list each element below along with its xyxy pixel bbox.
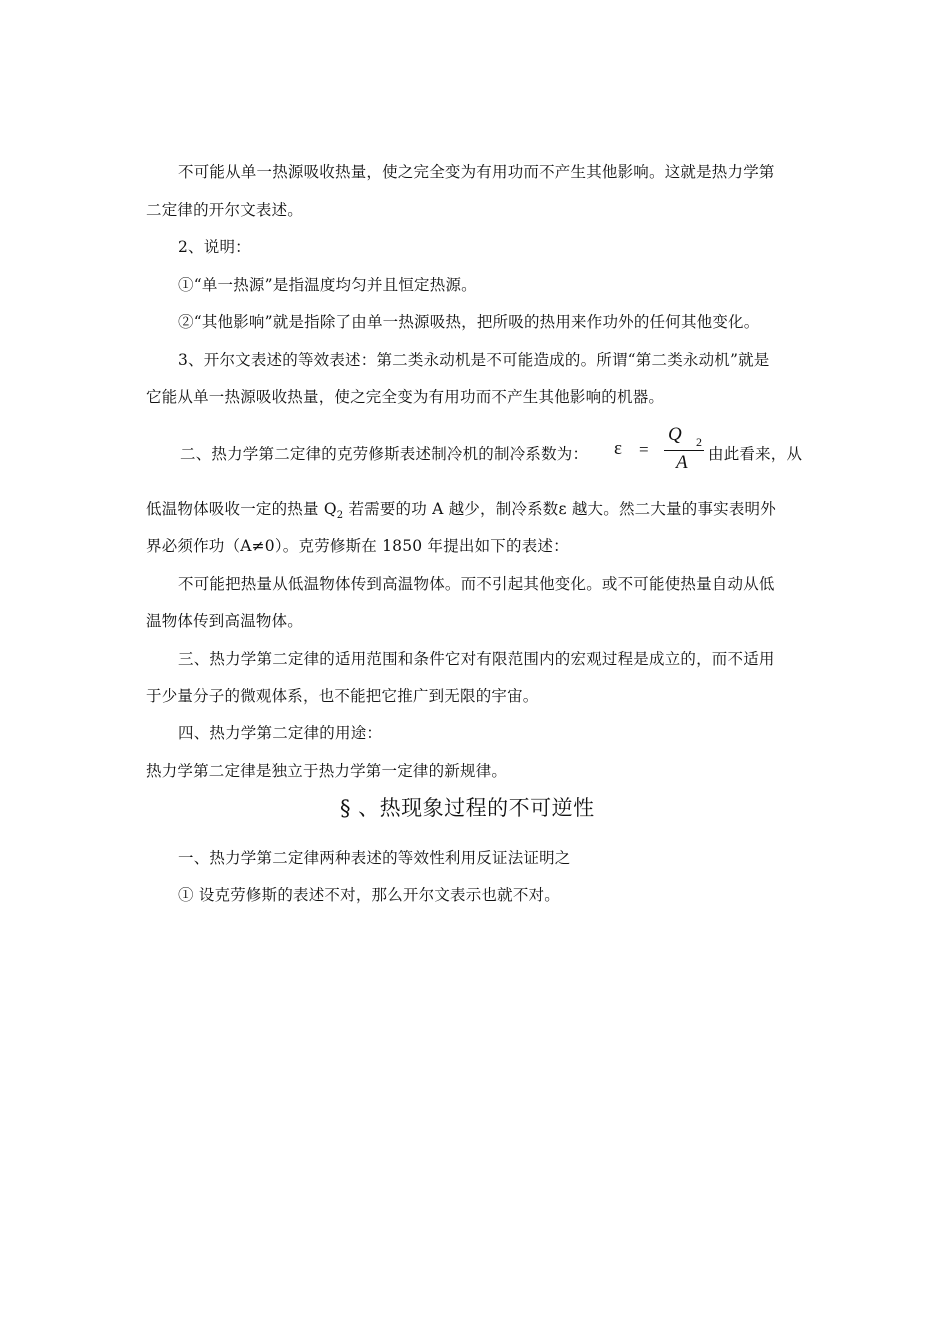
paragraph-new-law: 热力学第二定律是独立于热力学第一定律的新规律。 <box>146 762 508 780</box>
formula-equals: = <box>639 440 649 459</box>
formula-epsilon: ε <box>614 438 622 459</box>
paragraph-uses-heading: 四、热力学第二定律的用途： <box>178 724 383 742</box>
formula-numerator: Q <box>668 424 682 445</box>
section-heading: § 、热现象过程的不可逆性 <box>340 796 595 820</box>
paragraph-proof-step-1: ① 设克劳修斯的表述不对，那么开尔文表示也就不对。 <box>178 886 560 904</box>
paragraph-low-temp-line1 <box>146 499 776 522</box>
paragraph-kelvin-statement-line1: 不可能从单一热源吸收热量，使之完全变为有用功而不产生其他影响。这就是热力学第 <box>178 163 775 181</box>
formula-subscript: 2 <box>696 435 702 449</box>
paragraph-kelvin-statement-line2: 二定律的开尔文表述。 <box>146 201 304 219</box>
paragraph-low-temp-line2: 界必须作功（A≠0）。克劳修斯在 1850 年提出如下的表述： <box>146 537 569 555</box>
text-q-subscript: 2 <box>336 510 344 521</box>
paragraph-clausius-suffix: 由此看来，从 <box>708 445 803 463</box>
paragraph-scope-line1: 三、热力学第二定律的适用范围和条件它对有限范围内的宏观过程是成立的，而不适用 <box>178 650 775 668</box>
paragraph-equivalence-heading: 一、热力学第二定律两种表述的等效性利用反证法证明之 <box>178 849 571 867</box>
cooling-coefficient-formula <box>614 424 710 480</box>
paragraph-note-1: ①“单一热源”是指温度均匀并且恒定热源。 <box>178 276 477 294</box>
formula-denominator: A <box>676 452 688 473</box>
paragraph-clausius-statement-line2: 温物体传到高温物体。 <box>146 612 304 630</box>
text-heat-q: 低温物体吸收一定的热量 Q <box>146 500 337 518</box>
text-work-coefficient: 若需要的功 A 越少，制冷系数ε 越大。然二大量的事实表明外 <box>343 500 776 518</box>
paragraph-clausius-statement-line1: 不可能把热量从低温物体传到高温物体。而不引起其他变化。或不可能使热量自动从低 <box>178 575 775 593</box>
paragraph-scope-line2: 于少量分子的微观体系，也不能把它推广到无限的宇宙。 <box>146 687 539 705</box>
paragraph-clausius-prefix: 二、热力学第二定律的克劳修斯表述制冷机的制冷系数为： <box>180 445 589 463</box>
formula-fraction-bar <box>664 450 704 451</box>
paragraph-note-2: ②“其他影响”就是指除了由单一热源吸热，把所吸的热用来作功外的任何其他变化。 <box>178 313 760 331</box>
paragraph-equivalent-statement-line1: 3、开尔文表述的等效表述：第二类永动机是不可能造成的。所谓“第二类永动机”就是 <box>178 351 770 369</box>
paragraph-equivalent-statement-line2: 它能从单一热源吸收热量，使之完全变为有用功而不产生其他影响的机器。 <box>146 388 665 406</box>
paragraph-explanation-heading: 2、说明： <box>178 238 251 256</box>
